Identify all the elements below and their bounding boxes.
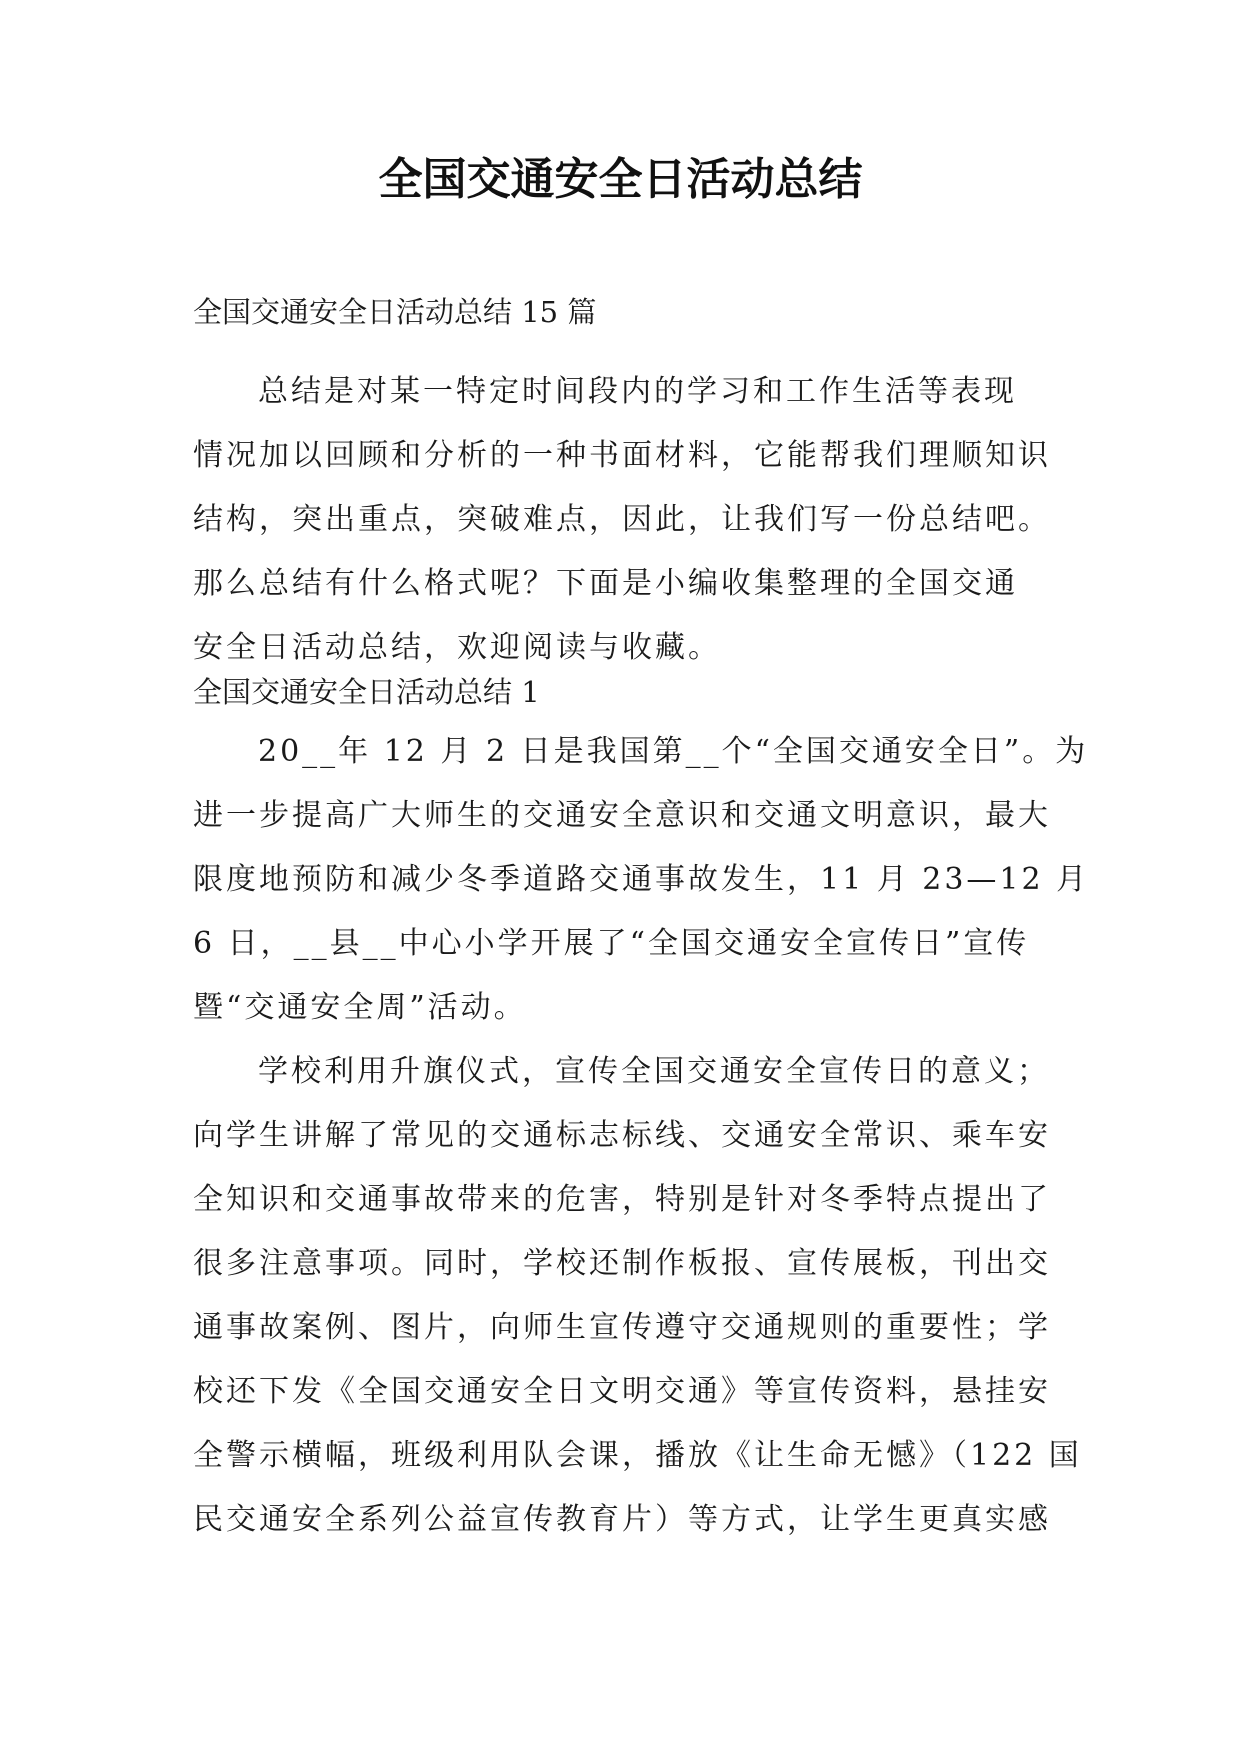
paragraph-line: 限度地预防和减少冬季道路交通事故发生，11 月 23—12 月 <box>193 862 1090 897</box>
paragraph-line: 很多注意事项。同时，学校还制作板报、宣传展板，刊出交 <box>193 1246 1051 1281</box>
paragraph-line: 暨“交通安全周”活动。 <box>193 990 527 1025</box>
paragraph-line: 校还下发《全国交通安全日文明交通》等宣传资料，悬挂安 <box>193 1374 1051 1409</box>
paragraph-line: 进一步提高广大师生的交通安全意识和交通文明意识，最大 <box>193 798 1051 833</box>
paragraph-line: 通事故案例、图片，向师生宣传遵守交通规则的重要性；学 <box>193 1310 1051 1345</box>
paragraph-line: 学校利用升旗仪式，宣传全国交通安全宣传日的意义； <box>258 1054 1050 1089</box>
section-heading: 全国交通安全日活动总结 1 <box>193 675 540 709</box>
intro-line: 安全日活动总结，欢迎阅读与收藏。 <box>193 630 721 665</box>
intro-line: 那么总结有什么格式呢？下面是小编收集整理的全国交通 <box>193 566 1018 601</box>
paragraph-line: 全知识和交通事故带来的危害，特别是针对冬季特点提出了 <box>193 1182 1051 1217</box>
paragraph-line: 6 日，__县__中心小学开展了“全国交通安全宣传日”宣传 <box>193 926 1030 961</box>
paragraph-line: 向学生讲解了常见的交通标志标线、交通安全常识、乘车安 <box>193 1118 1051 1153</box>
paragraph-line: 全警示横幅，班级利用队会课，播放《让生命无憾》（122 国 <box>193 1438 1082 1473</box>
intro-line: 结构，突出重点，突破难点，因此，让我们写一份总结吧。 <box>193 502 1051 537</box>
section1-paragraph-1 <box>193 720 1090 1040</box>
intro-line: 总结是对某一特定时间段内的学习和工作生活等表现 <box>258 374 1017 409</box>
document-title: 全国交通安全日活动总结 <box>378 154 863 205</box>
intro-line: 情况加以回顾和分析的一种书面材料，它能帮我们理顺知识 <box>193 438 1051 473</box>
paragraph-line: 民交通安全系列公益宣传教育片）等方式，让学生更真实感 <box>193 1502 1051 1537</box>
paragraph-line: 20__年 12 月 2 日是我国第__个“全国交通安全日”。为 <box>258 734 1089 769</box>
section1-paragraph-2 <box>193 1040 1082 1552</box>
intro-paragraph <box>193 360 1073 680</box>
document-subtitle: 全国交通安全日活动总结 15 篇 <box>193 295 597 329</box>
